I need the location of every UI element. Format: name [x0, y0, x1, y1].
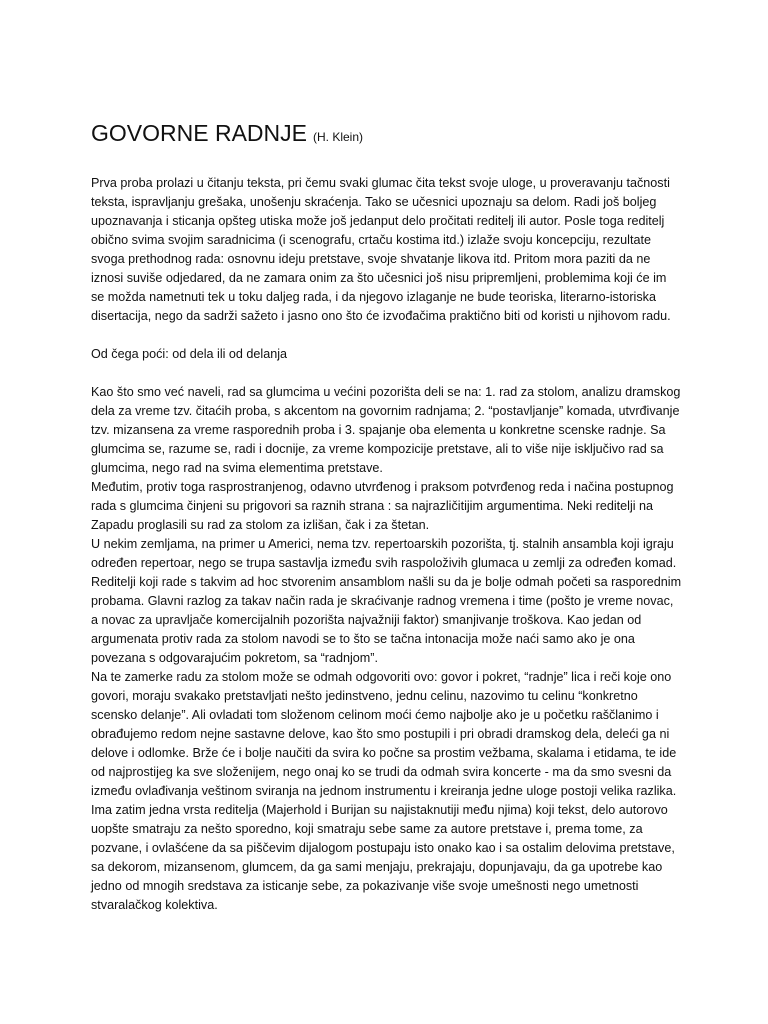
- body-paragraph: Na te zamerke radu za stolom može se odmah odgovoriti ovo: govor i pokret, “radnje” lica i reči koje ono govori, moraju svakako pretstavljati nešto jedinstveno, jednu celinu, nazovimo tu celinu “konkretno scensko delanje”. Ali ovladati tom složenom celinom moći ćemo najbolje ako je u početku raščlanimo i obrađujemo redom nejne sastavne delove, kao što smo postupili i pri obradi dramskog dela, deleći ga ni delove i odlomke. Brže će i bolje naučiti da svira ko počne sa prostim vežbama, skalama i etidama, te ide od najprostijeg ka sve složenijem, nego onaj ko se trudi da odmah svira koncerte - ma da smo svesni da između ovlađivanja veštinom sviranja na jednom instrumentu i kreiranja jedne uloge postoji velika razlika.: [91, 670, 677, 798]
- paragraph-gap: [91, 364, 683, 383]
- paragraph-gap: [91, 326, 683, 345]
- document-author: (H. Klein): [312, 130, 363, 144]
- document-page: [91, 118, 683, 915]
- body-paragraph: Kao što smo već naveli, rad sa glumcima u većini pozorišta deli se na: 1. rad za stolom, analizu dramskog dela za vreme tzv. čitaćih proba, s akcentom na govornim radnjama; 2. “postavljanje” komada, utvrđivanje tzv. mizansena za vreme rasporednih proba i 3. spajanje oba elementa u konkretne scenske radnje. Sa glumcima se, razume se, radi i docnije, za vreme kompozicije pretstave, ali to više nije isključivo rad sa glumcima, nego rad na svima elementima pretstave.: [91, 385, 681, 475]
- body-paragraph: Ima zatim jedna vrsta reditelja (Majerhold i Burijan su najistaknutiji među njima) koji tekst, delo autorovo uopšte smatraju za nešto sporedno, koji smatraju sebe same za autore pretstave i, prema tome, za pozvane, i ovlašćene da sa piščevim dijalogom postupaju isto onako kao i sa ostalim delovima pretstave, sa dekorom, mizansenom, glumcem, da ga sami menjaju, prekrajaju, dopunjavaju, da ga upotrebe kao jedno od mnogih sredstava za isticanje sebe, za pokazivanje više svoje umešnosti nego umetnosti stvaralačkog kolektiva.: [91, 803, 675, 912]
- body-paragraph: U nekim zemljama, na primer u Americi, nema tzv. repertoarskih pozorišta, tj. stalnih ansambla koji igraju određen repertoar, nego se trupa sastavlja između svih raspoloživih glumaca u zemlji za određen komad. Reditelji koji rade s takvim ad hoc stvorenim ansamblom našli su da je bolje odmah početi sa rasporednim probama. Glavni razlog za takav način rada je skraćivanje radnog vremena i time (pošto je vreme novac, a novac za upravljače komercijalnih pozorišta najvažniji faktor) smanjivanje troškova. Kao jedan od argumenata protiv rada za stolom navodi se to što se tačna intonacija može naći samo ako je ona povezana s odgovarajućim pokretom, sa “radnjom”.: [91, 537, 682, 665]
- section-subheading: Od čega poći: od dela ili od delanja: [91, 347, 288, 361]
- document-title: GOVORNE RADNJE: [91, 120, 307, 146]
- body-paragraph: Međutim, protiv toga rasprostranjenog, odavno utvrđenog i praksom potvrđenog reda i načina postupnog rada s glumcima činjeni su prigovori sa raznih strana : sa najrazličitijim argumentima. Neki reditelji na Zapadu proglasili su rad za stolom za izlišan, čak i za štetan.: [91, 480, 674, 532]
- title-row: [91, 118, 683, 152]
- intro-paragraph: Prva proba prolazi u čitanju teksta, pri čemu svaki glumac čita tekst svoje uloge, u proveravanju tačnosti teksta, ispravljanju grešaka, unošenju skraćenja. Tako se učesnici upoznaju sa delom. Radi još boljeg upoznavanja i sticanja opšteg utiska može još jedanput delo pročitati reditelj ili autor. Posle toga reditelj obično svima svojim saradnicima (i scenografu, crtaču kostima itd.) izlaže svoju koncepciju, rezultate svoga prethodnog rada: osnovnu ideju pretstave, svoje shvatanje likova itd. Pritom mora paziti da ne iznosi suviše odjedared, da ne zamara onim za što učesnici još nisu pripremljeni, problemima koji će im se možda nametnuti tek u toku daljeg rada, i da njegovo izlaganje ne bude teoriska, literarno-istoriska disertacija, nego da sadrži sažeto i jasno ono što će izvođačima praktično biti od koristi u njihovom radu.: [91, 176, 671, 323]
